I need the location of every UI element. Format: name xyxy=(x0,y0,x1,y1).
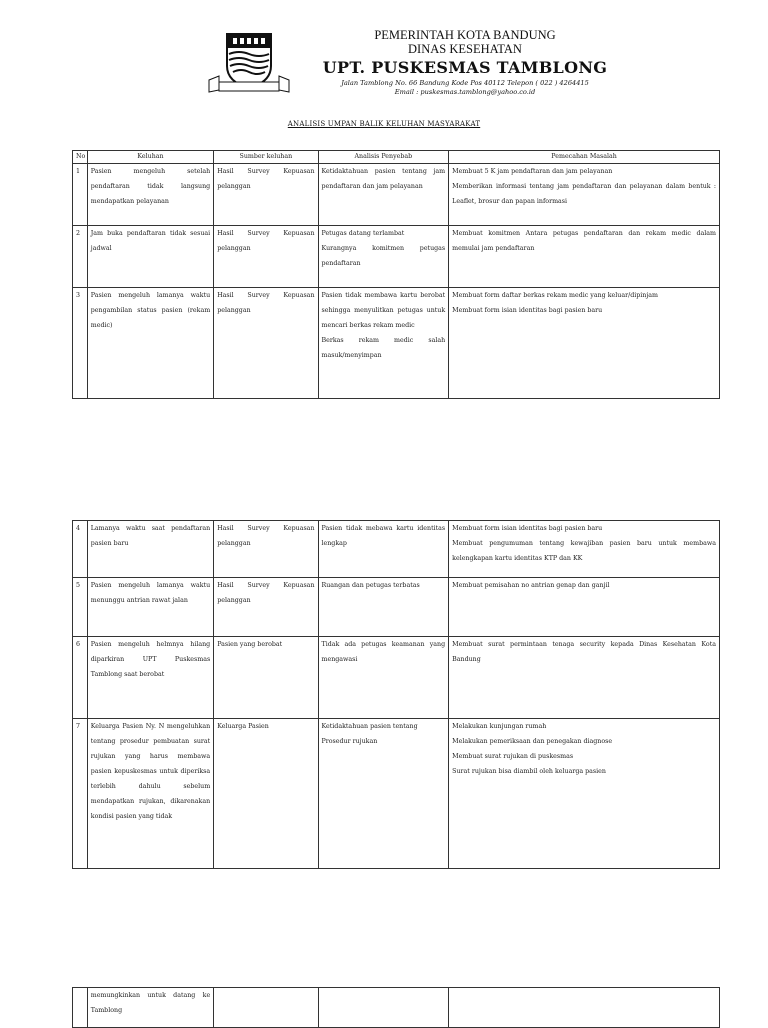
solution-line: Surat rujukan bisa diambil oleh keluarga pasien xyxy=(452,768,606,775)
letterhead xyxy=(300,28,630,97)
table-header-row xyxy=(73,151,720,164)
source-cell: Keluarga Pasien xyxy=(214,719,318,869)
table-row xyxy=(73,719,720,869)
header-pemecahan: Pemecahan Masalah xyxy=(449,151,720,164)
solution-line: Membuat surat rujukan di puskesmas xyxy=(452,753,574,760)
cause-cell: Ruangan dan petugas terbatas xyxy=(318,578,449,637)
row-number: 4 xyxy=(73,521,88,578)
complaint-cell: Pasien mengeluh setelah pendaftaran tidak langsung mendapatkan pelayanan xyxy=(87,164,213,226)
government-name: PEMERINTAH KOTA BANDUNG xyxy=(374,28,556,42)
solution-cell: Membuat komitmen Antara petugas pendaftaran dan rekam medic dalam memulai jam pendaftaran xyxy=(449,226,720,288)
solution-line: Melakukan pemeriksaan dan penegakan diagnose xyxy=(452,738,613,745)
complaint-cell: memungkinkan untuk datang ke Tamblong xyxy=(87,988,213,1028)
complaint-analysis-table-continuation xyxy=(72,987,720,1028)
solution-line: Membuat form isian identitas bagi pasien baru xyxy=(452,307,603,314)
cause-cell: Pasien tidak mebawa kartu identitas lengkap xyxy=(318,521,449,578)
cause-line: Berkas rekam medic salah masuk/menyimpan xyxy=(321,337,446,359)
department-name: DINAS KESEHATAN xyxy=(408,42,522,56)
institution-address: Jalan Tamblong No. 66 Bandung Kode Pos 40112 Telepon ( 022 ) 4264415 xyxy=(341,79,589,87)
institution-name: UPT. PUSKESMAS TAMBLONG xyxy=(322,58,608,77)
complaint-cell: Pasien mengeluh helmnya hilang diparkiran UPT Puskesmas Tamblong saat berobat xyxy=(87,637,213,719)
cause-line: Prosedur rujukan xyxy=(321,738,378,745)
solution-line: Membuat pengumuman tentang kewajiban pasien baru untuk membawa kelengkapan kartu identitas KTP dan KK xyxy=(452,540,716,562)
solution-line: Membuat form isian identitas bagi pasien baru xyxy=(452,525,603,532)
cause-cell xyxy=(318,288,449,399)
complaint-cell: Jam buka pendaftaran tidak sesuai jadwal xyxy=(87,226,213,288)
bandung-city-logo xyxy=(207,30,291,96)
solution-line: Melakukan kunjungan rumah xyxy=(452,723,547,730)
cause-line: Petugas datang terlambat xyxy=(321,230,405,237)
source-cell: Hasil Survey Kepuasan pelanggan xyxy=(214,578,318,637)
solution-cell: Membuat surat permintaan tenaga security kepada Dinas Kesehatan Kota Bandung xyxy=(449,637,720,719)
institution-email: Email : puskesmas.tamblong@yahoo.co.id xyxy=(394,88,536,96)
header-analisis: Analisis Penyebab xyxy=(318,151,449,164)
source-cell: Hasil Survey Kepuasan pelanggan xyxy=(214,288,318,399)
solution-cell xyxy=(449,719,720,869)
header-no: No xyxy=(73,151,88,164)
complaint-cell: Pasien mengeluh lamanya waktu menunggu antrian rawat jalan xyxy=(87,578,213,637)
solution-cell xyxy=(449,288,720,399)
source-cell: Hasil Survey Kepuasan pelanggan xyxy=(214,521,318,578)
table-row xyxy=(73,637,720,719)
cause-cell: Ketidaktahuan pasien tentang jam pendaftaran dan jam pelayanan xyxy=(318,164,449,226)
complaint-cell: Pasien mengeluh lamanya waktu pengambilan status pasien (rekam medic) xyxy=(87,288,213,399)
document-title: ANALISIS UMPAN BALIK KELUHAN MASYARAKAT xyxy=(287,120,481,128)
table-row xyxy=(73,164,720,226)
cause-cell xyxy=(318,988,449,1028)
cause-cell xyxy=(318,226,449,288)
source-cell: Hasil Survey Kepuasan pelanggan xyxy=(214,226,318,288)
source-cell xyxy=(214,988,318,1028)
solution-cell xyxy=(449,521,720,578)
table-row xyxy=(73,226,720,288)
cause-line: Ketidaktahuan pasien tentang xyxy=(321,723,418,730)
solution-line: Memberikan informasi tentang jam pendaftaran dan pelayanan dalam bentuk : Leaflet, brosur dan papan informasi xyxy=(452,183,716,205)
table-row xyxy=(73,521,720,578)
source-cell: Pasien yang berobat xyxy=(214,637,318,719)
complaint-analysis-table-continued xyxy=(72,520,720,869)
solution-cell xyxy=(449,164,720,226)
table-row xyxy=(73,288,720,399)
cause-line: Kurangnya komitmen petugas pendaftaran xyxy=(321,245,446,267)
source-cell: Hasil Survey Kepuasan pelanggan xyxy=(214,164,318,226)
row-number xyxy=(73,988,88,1028)
header-sumber: Sumber keluhan xyxy=(214,151,318,164)
solution-line: Membuat 5 K jam pendaftaran dan jam pelayanan xyxy=(452,168,613,175)
row-number: 3 xyxy=(73,288,88,399)
complaint-cell: Keluarga Pasien Ny. N mengeluhkan tentang prosedur pembuatan surat rujukan yang harus membawa pasien kepuskesmas untuk diperiksa terlebih dahulu sebelum mendapatkan rujukan, dikarenakan kondisi pasien yang tidak xyxy=(87,719,213,869)
solution-line: Membuat form daftar berkas rekam medic yang keluar/dipinjam xyxy=(452,292,659,299)
solution-cell: Membuat pemisahan no antrian genap dan ganjil xyxy=(449,578,720,637)
table-row xyxy=(73,578,720,637)
header-keluhan: Keluhan xyxy=(87,151,213,164)
row-number: 6 xyxy=(73,637,88,719)
row-number: 2 xyxy=(73,226,88,288)
cause-line: Pasien tidak membawa kartu berobat sehingga menyulitkan petugas untuk mencari berkas rekam medic xyxy=(321,292,446,329)
cause-cell: Tidak ada petugas keamanan yang mengawasi xyxy=(318,637,449,719)
solution-cell xyxy=(449,988,720,1028)
complaint-cell: Lamanya waktu saat pendaftaran pasien baru xyxy=(87,521,213,578)
complaint-analysis-table xyxy=(72,150,720,399)
row-number: 5 xyxy=(73,578,88,637)
row-number: 7 xyxy=(73,719,88,869)
row-number: 1 xyxy=(73,164,88,226)
table-row xyxy=(73,988,720,1028)
cause-cell xyxy=(318,719,449,869)
